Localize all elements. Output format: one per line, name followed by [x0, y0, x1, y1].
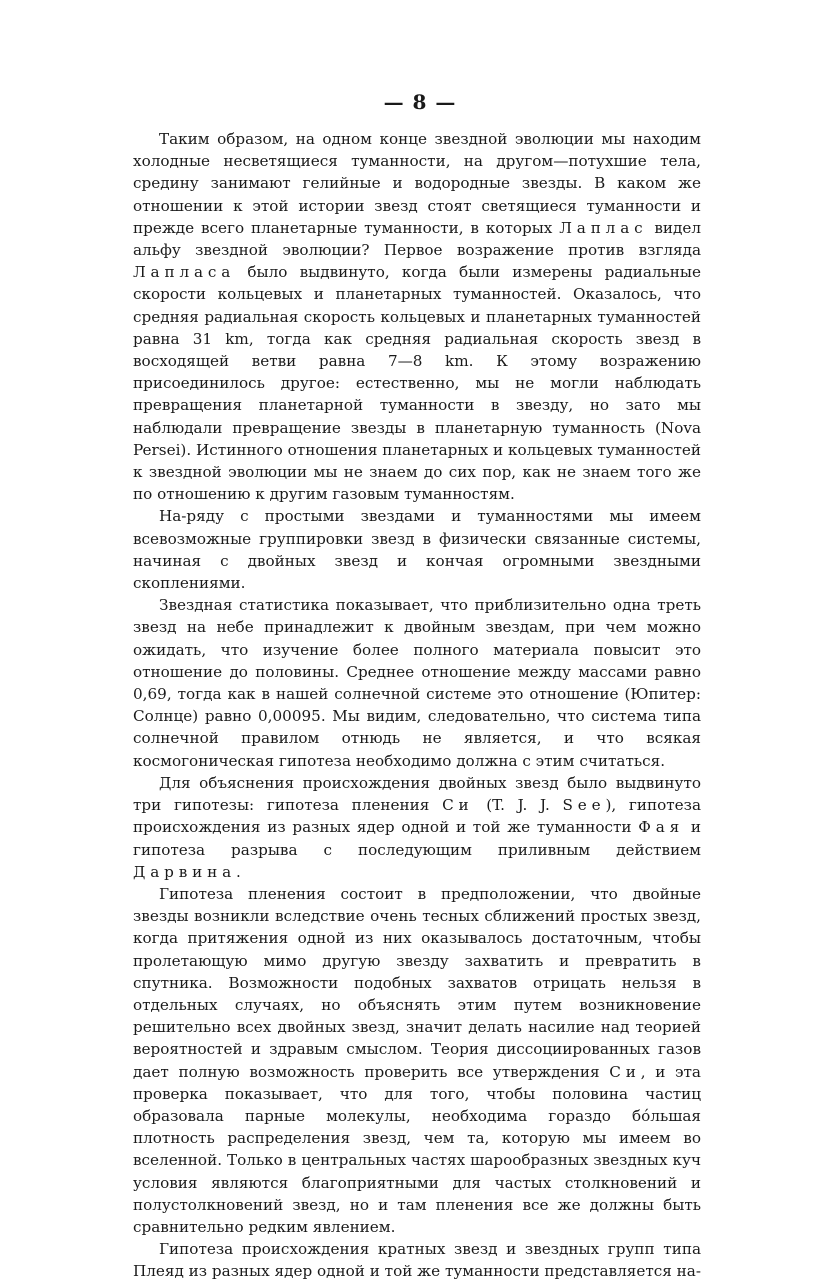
document-body	[133, 128, 701, 1283]
spaced-name-laplace: Лаплас	[559, 218, 648, 237]
paragraph-text: ), гипотеза происхождения из разных ядер одной и той же туманности	[133, 796, 701, 837]
paragraph-text: было выдвинуто, когда были измерены радиальные скорости кольцевых и планетарных туманностей. Оказалось, что средняя радиальная скорость кольцевых и планетарных туманностей равна 31 km, тогда как средняя радиальная скорость звезд в восходящей ветви равна 7—8 km. К этому возражению присоединилось другое: естественно, мы не могли наблюдать превращения планетарной туманности в звезду, но зато мы наблюдали превращение звезды в планетарную туманность (Nova Persei). Истинного отношения планетарных и кольцевых туманностей к звездной эволюции мы не знаем до сих пор, как не знаем того же по отношению к другим газовым туманностям.	[133, 263, 701, 504]
paragraph-text: .	[236, 862, 241, 881]
paragraph-text: Гипотеза происхождения кратных звезд и звездных групп типа Плеяд из разных ядер одной и той же туманности представляется на-	[133, 1240, 701, 1281]
paragraph-text: (T. J. J.	[473, 796, 563, 815]
spaced-name-laplace: Лапласа	[133, 263, 236, 282]
paragraph-6	[133, 1238, 701, 1282]
page-number: — 8 —	[383, 90, 457, 114]
spaced-name-faye: Фая	[638, 818, 685, 837]
paragraph-text: , и эта проверка показывает, что для того, чтобы половина частиц образовала парные молекулы, необходима гораздо бóльшая плотность распределения звезд, чем та, которую мы имеем во вселенной. Только в центральных частях шарообразных звездных куч условия являются благоприятными для частых столкновений и полустолкновений звезд, но и там пленения все же должны быть сравнительно редким явлением.	[133, 1062, 701, 1236]
paragraph-2	[133, 505, 701, 594]
paragraph-5	[133, 883, 701, 1238]
paragraph-text: видел альфу звездной эволюции? Первое возражение против взгляда	[133, 218, 701, 260]
paragraph-text: Для объяснения происхождения двойных звезд было выдвинуто три гипотезы: гипотеза пленения	[133, 773, 701, 815]
spaced-name-see: Си	[609, 1062, 641, 1081]
paragraph-1	[133, 128, 701, 505]
paragraph-4	[133, 772, 701, 883]
paragraph-text: Гипотеза пленения состоит в предположении, что двойные звезды возникли вследствие очень тесных сближений простых звезд, когда притяжения одной из них оказывалось достаточным, чтобы пролетающую мимо другую звезду захватить и превратить в спутника. Возможности подобных захватов отрицать нельзя в отдельных случаях, но объяснять этим путем возникновение решительно всех двойных звезд, значит делать насилие над теорией вероятностей и здравым смыслом. Теория диссоциированных газов дает полную возможность проверить все утверждения	[133, 884, 701, 1081]
paragraph-text: Звездная статистика показывает, что приблизительно одна треть звезд на небе принадлежит к двойным звездам, при чем можно ожидать, что изучение более полного материала повысит это отношение до половины. Среднее отношение между массами равно 0,69, тогда как в нашей солнечной системе это отношение (Юпитер: Солнце) равно 0,00095. Мы видим, следовательно, что система типа солнечной правилом отнюдь не является, и что всякая космогоническая гипотеза необходимо должна с этим считаться.	[133, 596, 701, 770]
spaced-name-see-latin: See	[562, 796, 606, 815]
paragraph-text: Таким образом, на одном конце звездной эволюции мы находим холодные несветящиеся туманности, на другом—потухшие тела, средину занимают гелийные и водородные звезды. В каком же отношении к этой истории звезд стоят светящиеся туманности и прежде всего планетарные туманности, в которых	[133, 130, 701, 237]
spaced-name-darwin: Дарвина	[133, 862, 237, 881]
paragraph-text: На-ряду с простыми звездами и туманностями мы имеем всевозможные группировки звезд в физически связанные системы, начиная с двойных звезд и кончая огромными звездными скоплениями.	[133, 507, 701, 593]
paragraph-3	[133, 594, 701, 772]
spaced-name-see: Си	[442, 796, 474, 815]
paragraph-text: и гипотеза разрыва с последующим приливным действием	[133, 818, 701, 859]
